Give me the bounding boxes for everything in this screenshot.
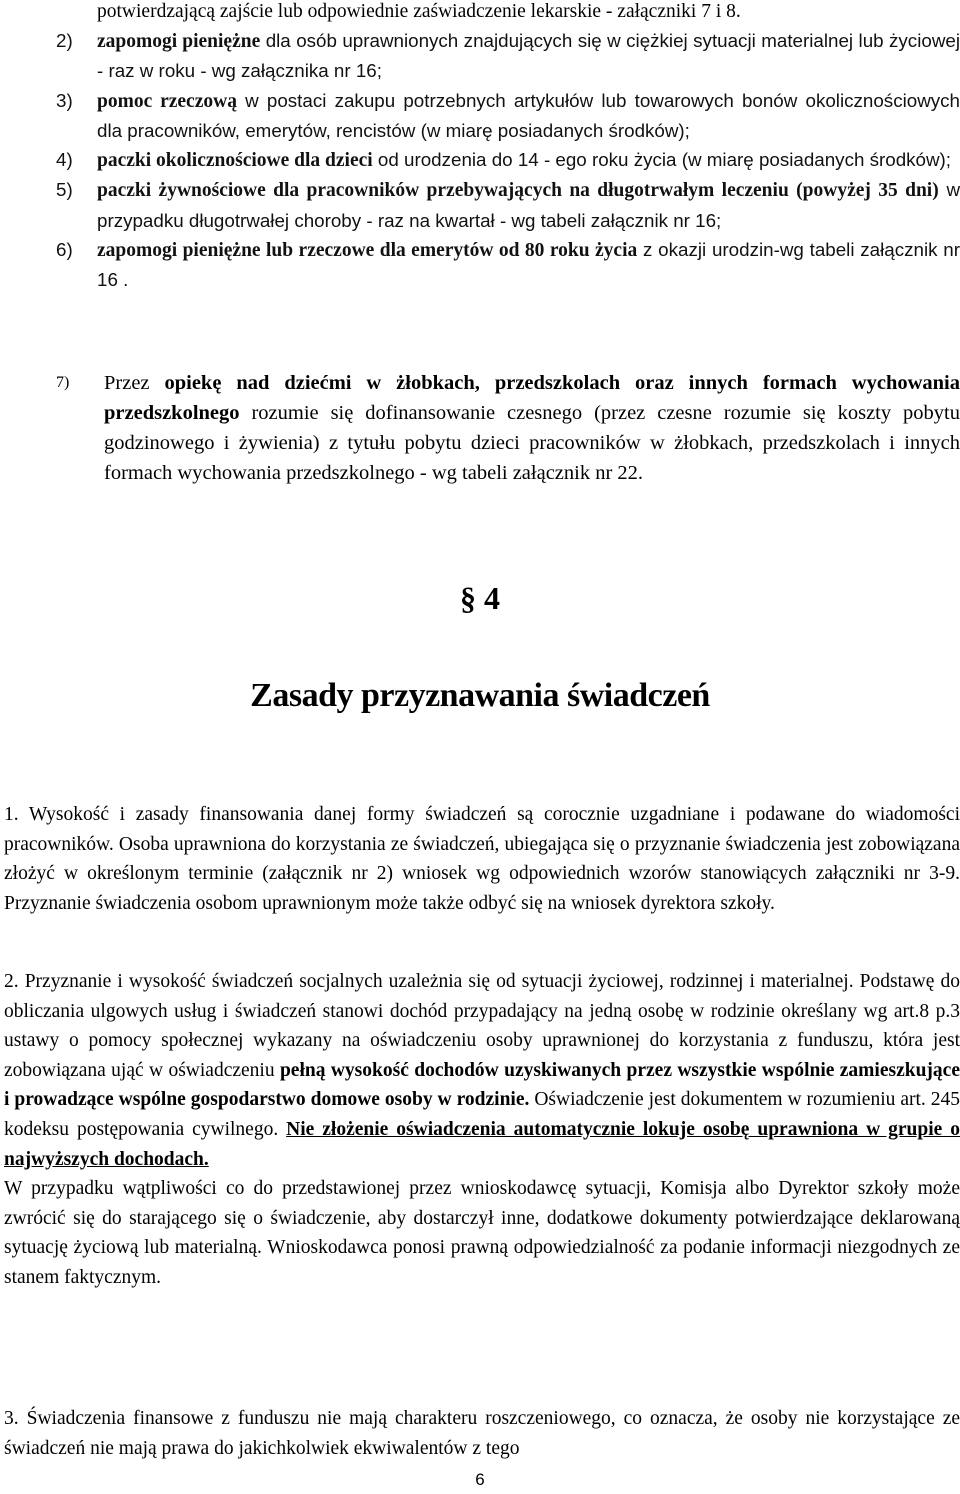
item-text-pre: Przez <box>104 372 165 394</box>
item-7-text <box>104 368 960 488</box>
item-text: od urodzenia do 14 - ego roku życia (w miarę posiadanych środków); <box>372 149 952 171</box>
continuation-line: potwierdzającą zajście lub odpowiednie zaświadczenie lekarskie - załączniki 7 i 8. <box>97 1 741 22</box>
paragraph-2-text: 2. Przyznanie i wysokość świadczeń socjalnych uzależnia się od sytuacji życiowej, rodzinnej i materialnej. Podstawę do obliczania ulgowych usług i świadczeń stanowi dochód przypadający na jedną osobę w rodzinie określany wg art.8 p.3 ustawy o pomocy społecznej wykazany na oświadczeniu osoby uprawnionej do korzystania z funduszu, która jest zobowiązana ująć w oświadczeniu <box>4 971 960 1081</box>
list-item <box>56 86 960 146</box>
item-bold: zapomogi pieniężne lub rzeczowe dla emerytów od 80 roku życia <box>97 240 638 262</box>
item-text: w przypadku długotrwałej choroby - raz na kwartał - wg tabeli załącznik nr 16; <box>97 179 960 231</box>
list-item <box>56 145 960 175</box>
section-title: Zasady przyznawania świadczeń <box>250 677 710 714</box>
item-number: 2) <box>56 30 73 51</box>
item-number: 4) <box>56 149 73 171</box>
paragraph-2-underlined: Nie złożenie oświadczenia automatycznie lokuje osobę uprawniona w grupie o najwyższych dochodach. <box>4 1118 960 1170</box>
item-bold: paczki okolicznościowe dla dzieci <box>97 150 373 172</box>
list-items <box>56 26 960 295</box>
list-item-7 <box>56 368 960 488</box>
item-number: 3) <box>56 89 73 111</box>
item-text: dla osób uprawnionych znajdujących się w ciężkiej sytuacji materialnej lub życiowej - raz w roku - wg załącznika nr 16; <box>97 30 960 82</box>
paragraph-2-bold: pełną wysokość dochodów uzyskiwanych przez wszystkie wspólnie zamieszkujące i prowadzące wspólne gospodarstwo domowe osoby w rodzinie. <box>4 1059 960 1111</box>
list-item <box>56 175 960 235</box>
paragraph-3: 3. Świadczenia finansowe z funduszu nie mają charakteru roszczeniowego, co oznacza, że osoby nie korzystające ze świadczeń nie mają prawa do jakichkolwiek ekwiwalentów z tego <box>4 1408 960 1459</box>
item-bold: zapomogi pieniężne <box>97 31 261 52</box>
item-text: z okazji urodzin-wg tabeli załącznik nr 16 . <box>97 239 960 291</box>
section-number: § 4 <box>460 580 500 616</box>
item-number: 6) <box>56 239 73 261</box>
paragraph-2 <box>4 967 960 1293</box>
item-bold: opiekę nad dziećmi w żłobkach, przedszkolach oraz innych formach wychowania przedszkolnego <box>104 372 960 424</box>
list-item <box>56 26 960 86</box>
item-number: 5) <box>56 179 73 201</box>
paragraph-2-text-c: W przypadku wątpliwości co do przedstawionej przez wnioskodawcę sytuacji, Komisja albo Dyrektor szkoły może zwrócić się do starającego się o świadczenie, aby dostarczył inne, dodatkowe dokumenty potwierdzające deklarowaną sytuację życiową lub materialną. Wnioskodawca ponosi prawną odpowiedzialność za podanie informacji niezgodnych ze stanem faktycznym. <box>4 1178 960 1288</box>
paragraph-1: 1. Wysokość i zasady finansowania danej formy świadczeń są corocznie uzgadniane i podawane do wiadomości pracowników. Osoba uprawniona do korzystania ze świadczeń, ubiegająca się o przyznanie świadczenia jest zobowiązana złożyć w określonym terminie (załącznik nr 2) wniosek wg odpowiednich wzorów stanowiących załączniki nr 3-9. Przyznanie świadczenia osobom uprawnionym może także odbyć się na wniosek dyrektora szkoły. <box>4 804 960 914</box>
item-text: w postaci zakupu potrzebnych artykułów lub towarowych bonów okolicznościowych dla pracowników, emerytów, rencistów (w miarę posiadanych środków); <box>97 89 960 141</box>
page-number: 6 <box>475 1470 485 1489</box>
item-text: rozumie się dofinansowanie czesnego (przez czesne rozumie się koszty pobytu godzinowego i żywienia) z tytułu pobytu dzieci pracowników w żłobkach, przedszkolach i innych formach wychowania przedszkolnego - wg tabeli załącznik nr 22. <box>104 402 960 484</box>
list-item <box>56 235 960 295</box>
paragraph-2-text-b: Oświadczenie jest dokumentem w rozumieniu art. 245 kodeksu postępowania cywilnego. <box>4 1089 960 1140</box>
item-bold: paczki żywnościowe dla pracowników przebywających na długotrwałym leczeniu (powyżej 35 dni) <box>97 180 939 202</box>
item-number: 7) <box>56 374 70 391</box>
item-bold: pomoc rzeczową <box>97 90 237 112</box>
